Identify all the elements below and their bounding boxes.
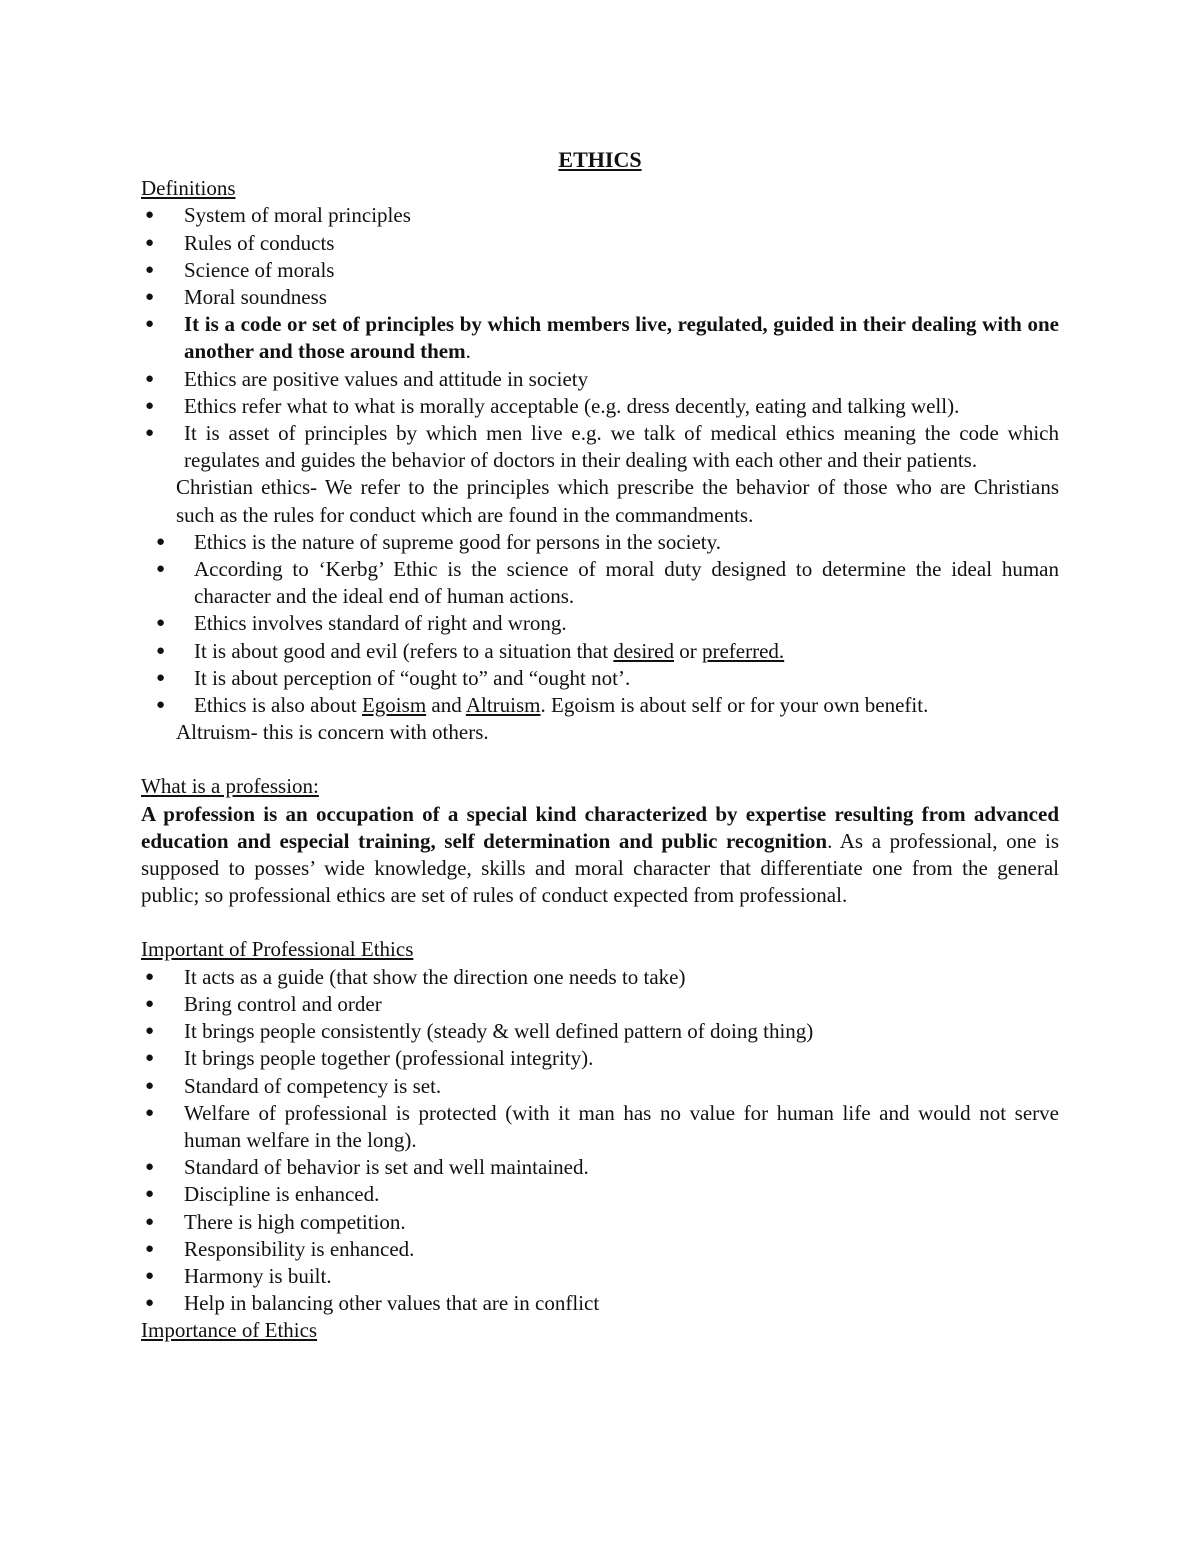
- list-item: [141, 311, 1059, 365]
- list-item: ● Moral soundness: [141, 284, 1059, 311]
- egoism-term: Egoism: [361, 693, 427, 718]
- list-item: ● Ethics refer what to what is morally acceptable (e.g. dress decently, eating and talking well).: [141, 393, 1059, 420]
- definitions-heading: Definitions: [141, 176, 236, 201]
- list-item: ● Responsibility is enhanced.: [141, 1236, 1059, 1263]
- page-title: ETHICS: [558, 147, 642, 172]
- list-item: ● According to ‘Kerbg’ Ethic is the science of moral duty designed to determine the ideal human character and the ideal end of human actions.: [141, 556, 1059, 610]
- list-item: ● Harmony is built.: [141, 1263, 1059, 1290]
- list-item: ● Ethics is the nature of supreme good for persons in the society.: [141, 529, 1059, 556]
- list-item: ● Discipline is enhanced.: [141, 1181, 1059, 1208]
- important-list: [141, 964, 1059, 1318]
- list-item: ● Standard of competency is set.: [141, 1073, 1059, 1100]
- list-item: ● There is high competition.: [141, 1209, 1059, 1236]
- profession-definition: A profession is an occupation of a special kind characterized by expertise resulting from advanced education and especial training, self determination and public recognition: [141, 801, 1059, 853]
- definitions-list: [141, 202, 1059, 474]
- spacer: [141, 909, 1059, 936]
- list-item: ● Bring control and order: [141, 991, 1059, 1018]
- altruism-line: Altruism- this is concern with others.: [176, 720, 489, 745]
- list-item: ● It is asset of principles by which men live e.g. we talk of medical ethics meaning the code which regulates and guides the behavior of doctors in their dealing with each other and their patients.: [141, 420, 1059, 474]
- bold-definition: It is a code or set of principles by which members live, regulated, guided in their dealing with one another and those around them: [184, 312, 1059, 364]
- list-item: ● Rules of conducts: [141, 230, 1059, 257]
- list-item: ● It acts as a guide (that show the direction one needs to take): [141, 964, 1059, 991]
- definitions-list-2: [141, 529, 1059, 719]
- list-item: [141, 638, 1059, 665]
- list-item: ● System of moral principles: [141, 202, 1059, 229]
- profession-heading: What is a profession:: [141, 774, 319, 799]
- importance-heading: Importance of Ethics: [141, 1318, 318, 1343]
- christian-ethics-paragraph: Christian ethics- We refer to the principles which prescribe the behavior of those who are Christians such as the rules for conduct which are found in the commandments.: [176, 475, 1059, 527]
- egoism-and: and: [426, 693, 466, 718]
- document-content: [141, 146, 1059, 1345]
- altruism-term: Altruism: [465, 693, 541, 718]
- list-item: ● It brings people consistently (steady & well defined pattern of doing thing): [141, 1018, 1059, 1045]
- list-item: [141, 692, 1059, 719]
- desired-term: desired: [613, 638, 674, 663]
- profession-paragraph: [141, 801, 1059, 910]
- bold-definition-end: .: [465, 339, 471, 364]
- profession-rest: . As a professional, one is supposed to posses’ wide knowledge, skills and moral character that differentiate one from the general public; so professional ethics are set of rules of conduct expected from professional.: [141, 828, 1059, 908]
- preferred-term: preferred.: [701, 638, 785, 663]
- important-heading: Important of Professional Ethics: [141, 937, 414, 962]
- list-item: ● Ethics involves standard of right and wrong.: [141, 610, 1059, 637]
- egoism-text: Ethics is also about: [194, 693, 362, 718]
- list-item: ● It brings people together (professional integrity).: [141, 1045, 1059, 1072]
- good-evil-or: or: [673, 638, 702, 663]
- list-item: ● It is about perception of “ought to” and “ought not’.: [141, 665, 1059, 692]
- egoism-post: . Egoism is about self or for your own benefit.: [540, 693, 929, 718]
- list-item: ● Standard of behavior is set and well maintained.: [141, 1154, 1059, 1181]
- list-item: ● Science of morals: [141, 257, 1059, 284]
- spacer: [141, 746, 1059, 773]
- list-item: ● Welfare of professional is protected (with it man has no value for human life and would not serve human welfare in the long).: [141, 1100, 1059, 1154]
- list-item: ● Help in balancing other values that are in conflict: [141, 1290, 1059, 1317]
- good-evil-text: It is about good and evil (refers to a situation that: [194, 638, 614, 663]
- list-item: ● Ethics are positive values and attitude in society: [141, 366, 1059, 393]
